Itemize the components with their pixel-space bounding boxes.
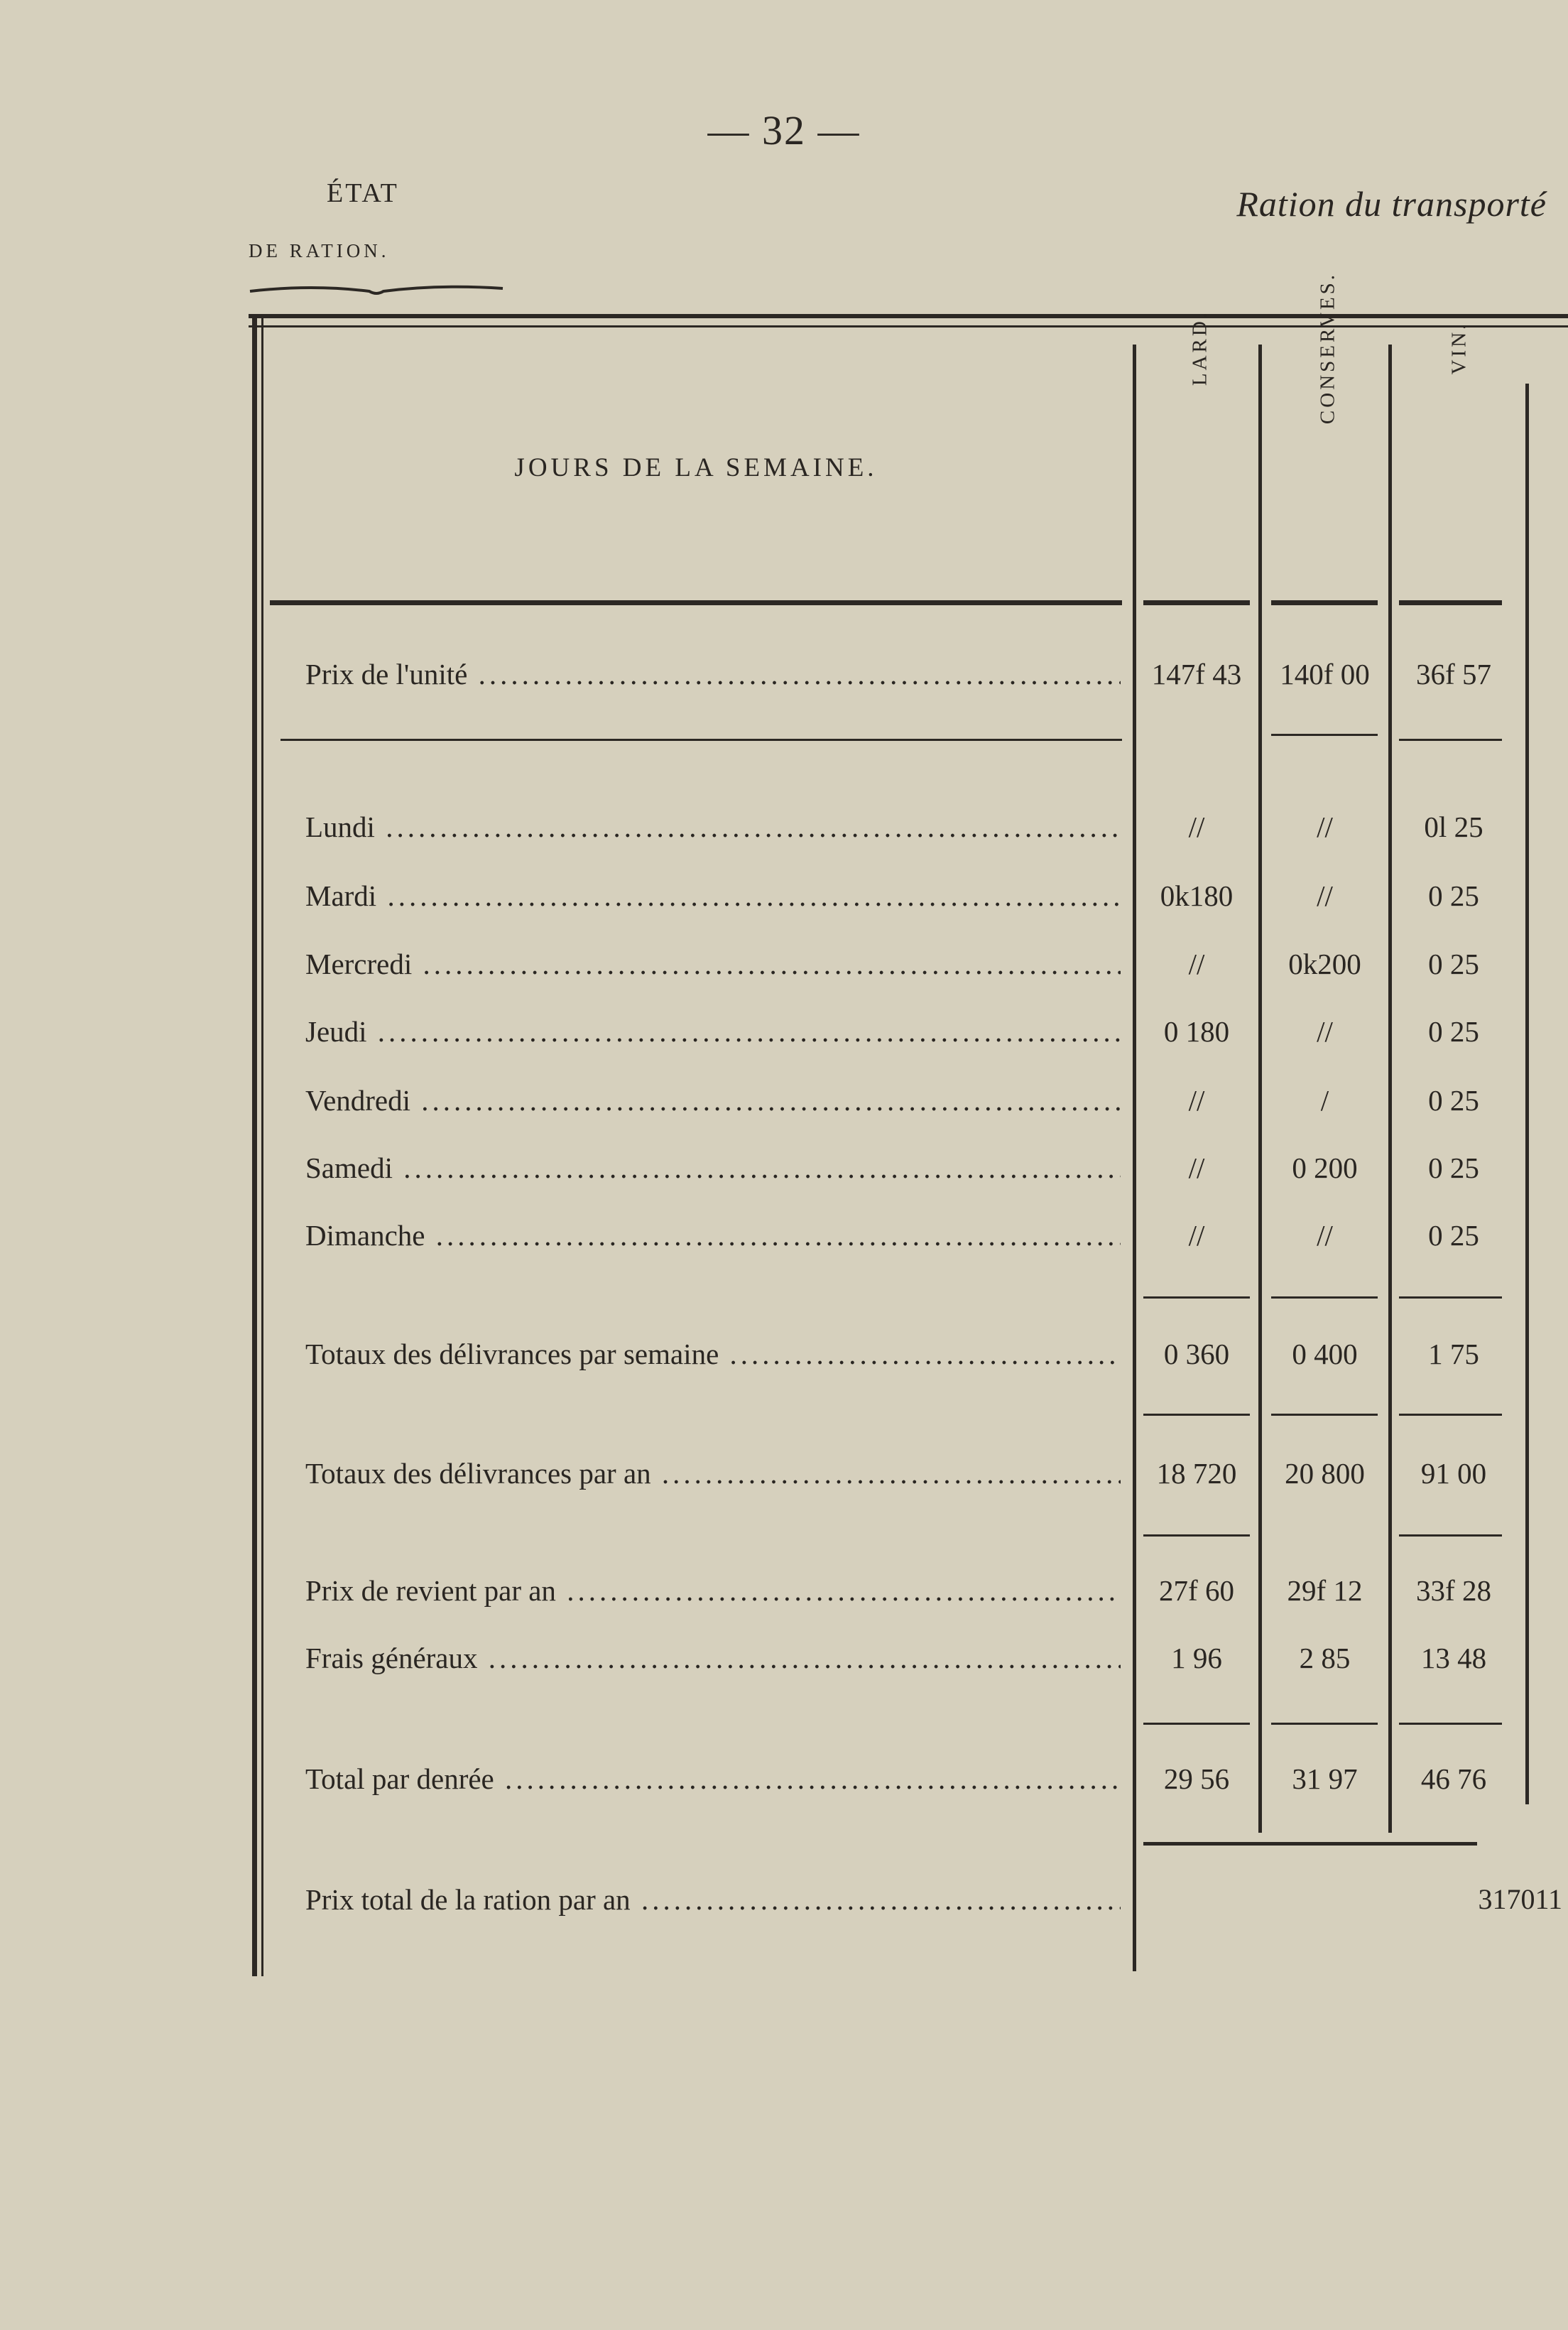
weekly-total-row: [305, 1337, 1568, 1380]
flourish-ornament: [249, 278, 504, 300]
row-label: Samedi .....: [305, 1151, 1121, 1185]
lard-value: //: [1188, 1084, 1205, 1117]
conserves-value: //: [1317, 879, 1333, 912]
total-per-item-row: [305, 1762, 1568, 1804]
row-label: Prix de revient par an .....: [305, 1573, 1121, 1608]
row-label: Totaux des délivrances par semaine .....: [305, 1337, 1121, 1371]
vin-value: 0l 25: [1424, 811, 1483, 843]
conserves-value: 31 97: [1292, 1762, 1358, 1795]
grand-total-row: [305, 1882, 1568, 1925]
annual-total-row: [305, 1456, 1568, 1499]
column-header-vin: VIN.: [1447, 321, 1471, 375]
vin-value: 13 48: [1420, 1642, 1487, 1674]
row-label: Dimanche .....: [305, 1218, 1121, 1252]
row-label: Frais généraux .....: [305, 1641, 1121, 1675]
row-label: Vendredi .....: [305, 1083, 1121, 1117]
conserves-value: /: [1320, 1084, 1329, 1117]
unit-price-row: [305, 657, 1568, 700]
day-row-samedi: [305, 1151, 1568, 1193]
lard-value: 18 720: [1156, 1457, 1237, 1490]
page-number: — 32 —: [707, 107, 861, 153]
conserves-value: 0k200: [1288, 948, 1361, 980]
vin-value: 36f 57: [1416, 658, 1491, 690]
side-heading-subtitle: DE RATION.: [249, 240, 390, 261]
lard-value: 1 96: [1171, 1642, 1222, 1674]
lard-value: //: [1188, 948, 1205, 980]
lard-value: 0 180: [1163, 1015, 1230, 1048]
conserves-value: //: [1317, 1219, 1333, 1252]
row-label: Totaux des délivrances par an .....: [305, 1456, 1121, 1490]
side-heading-title: ÉTAT: [327, 178, 399, 208]
lard-value: 0 360: [1163, 1338, 1230, 1370]
row-label: Prix total de la ration par an .....: [305, 1882, 1121, 1917]
conserves-value: //: [1317, 1015, 1333, 1048]
lard-value: 27f 60: [1159, 1574, 1234, 1607]
column-header-conserves: CONSERVES.: [1316, 271, 1339, 425]
vin-value: 46 76: [1420, 1762, 1487, 1795]
conserves-value: 2 85: [1299, 1642, 1351, 1674]
cost-per-year-row: [305, 1573, 1568, 1616]
conserves-value: 20 800: [1285, 1457, 1365, 1490]
vin-value: 0 25: [1428, 1152, 1479, 1184]
conserves-value: 0 400: [1292, 1338, 1358, 1370]
lard-value: //: [1188, 811, 1205, 843]
day-row-jeudi: [305, 1014, 1568, 1057]
vin-value: 91 00: [1420, 1457, 1487, 1490]
conserves-value: 140f 00: [1280, 658, 1370, 690]
lard-value: 147f 43: [1151, 658, 1242, 690]
row-label: Prix de l'unité .....: [305, 657, 1121, 691]
vin-value: 0 25: [1428, 1084, 1479, 1117]
vin-value: 0 25: [1428, 1015, 1479, 1048]
lard-value: 0k180: [1160, 879, 1234, 912]
day-row-vendredi: [305, 1083, 1568, 1126]
row-label: Lundi .....: [305, 810, 1121, 844]
lard-value: //: [1188, 1152, 1205, 1184]
running-head: Ration du transporté: [1236, 184, 1547, 224]
vin-value: 33f 28: [1416, 1574, 1491, 1607]
day-row-mercredi: [305, 947, 1568, 990]
row-label: Total par denrée .....: [305, 1762, 1121, 1796]
row-label: Mardi .....: [305, 879, 1121, 913]
vin-value: 0 25: [1428, 1219, 1479, 1252]
day-row-lundi: [305, 810, 1568, 852]
vin-value: 1 75: [1428, 1338, 1479, 1370]
day-row-mardi: [305, 879, 1568, 921]
conserves-value: //: [1317, 811, 1333, 843]
conserves-value: 0 200: [1292, 1152, 1358, 1184]
grand-total-value: 317011: [1478, 1883, 1562, 1915]
overhead-row: [305, 1641, 1568, 1684]
row-label: Mercredi .....: [305, 947, 1121, 981]
label-column-header: JOURS DE LA SEMAINE.: [514, 453, 878, 482]
vin-value: 0 25: [1428, 879, 1479, 912]
lard-value: //: [1188, 1219, 1205, 1252]
row-label: Jeudi .....: [305, 1014, 1121, 1048]
lard-value: 29 56: [1163, 1762, 1230, 1795]
column-header-lard: LARD.: [1188, 310, 1212, 386]
vin-value: 0 25: [1428, 948, 1479, 980]
day-row-dimanche: [305, 1218, 1568, 1261]
conserves-value: 29f 12: [1287, 1574, 1363, 1607]
